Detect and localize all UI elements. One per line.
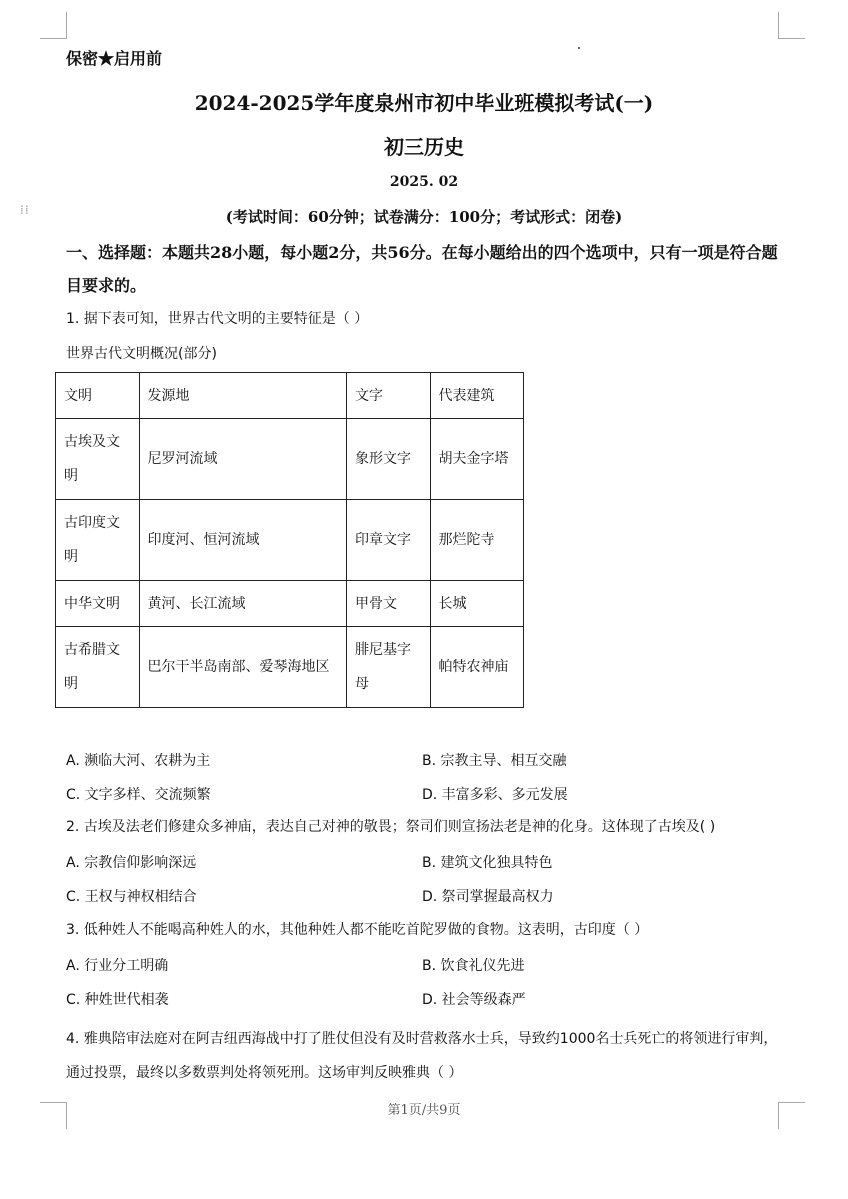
question-2-stem: 2. 古埃及法老们修建众多神庙，表达自己对神的敬畏；祭司们则宣扬法老是神的化身。这体现了古埃及( ): [66, 819, 716, 835]
table-header-cell: 发源地: [139, 373, 347, 419]
question-1-option-a[interactable]: A. 濒临大河、农耕为主: [66, 753, 211, 769]
crop-mark-top-right: [778, 12, 805, 39]
crop-mark-top-left: [40, 12, 67, 39]
question-2-option-c[interactable]: C. 王权与神权相结合: [66, 889, 197, 905]
table-cell: 中华文明: [56, 581, 140, 627]
section-heading: 一、选择题：本题共28小题，每小题2分，共56分。在每小题给出的四个选项中，只有一项是符合题目要求的。: [66, 243, 778, 295]
question-3-stem: 3. 低种姓人不能喝高种姓人的水，其他种姓人都不能吃首陀罗做的食物。这表明，古印度（ ）: [66, 922, 649, 938]
subject-title: 初三历史: [384, 135, 464, 159]
table-cell: 甲骨文: [347, 581, 431, 627]
question-4-stem: 4. 雅典陪审法庭对在阿吉纽西海战中打了胜仗但没有及时营救落水士兵，导致约1000名士兵死亡的将领进行审判，通过投票，最终以多数票判处将领死刑。这场审判反映雅典（ ）: [66, 1031, 778, 1081]
table-cell: 古希腊文明: [56, 627, 140, 708]
question-1-stem: 1. 据下表可知，世界古代文明的主要特征是（ ）: [66, 311, 369, 327]
exam-title: 2024-2025学年度泉州市初中毕业班模拟考试(一): [194, 91, 654, 115]
question-2-option-a[interactable]: A. 宗教信仰影响深远: [66, 855, 197, 871]
exam-info: (考试时间：60分钟；试卷满分：100分；考试形式：闭卷): [225, 208, 623, 226]
question-2-option-d[interactable]: D. 祭司掌握最高权力: [422, 889, 554, 905]
question-1-option-d[interactable]: D. 丰富多彩、多元发展: [422, 787, 568, 803]
table-cell: 长城: [430, 581, 523, 627]
table-cell: 那烂陀寺: [430, 500, 523, 581]
table-cell: 帕特农神庙: [430, 627, 523, 708]
table-header-row: [56, 373, 524, 419]
table-header-cell: 代表建筑: [430, 373, 523, 419]
question-3-option-a[interactable]: A. 行业分工明确: [66, 958, 169, 974]
question-3-option-d[interactable]: D. 社会等级森严: [422, 992, 526, 1008]
table-row: [56, 581, 524, 627]
table-cell: 象形文字: [347, 419, 431, 500]
table-cell: 古印度文明: [56, 500, 140, 581]
table-caption: 世界古代文明概况(部分): [66, 346, 217, 362]
table-row: [56, 500, 524, 581]
table-cell: 印章文字: [347, 500, 431, 581]
question-3-option-b[interactable]: B. 饮食礼仪先进: [422, 958, 525, 974]
table-header-cell: 文明: [56, 373, 140, 419]
table-cell: 黄河、长江流域: [139, 581, 347, 627]
table-header-cell: 文字: [347, 373, 431, 419]
civilization-table: [55, 372, 524, 708]
question-2-option-b[interactable]: B. 建筑文化独具特色: [422, 855, 553, 871]
table-cell: 尼罗河流域: [139, 419, 347, 500]
question-1-option-c[interactable]: C. 文字多样、交流频繁: [66, 787, 211, 803]
question-1-option-b[interactable]: B. 宗教主导、相互交融: [422, 753, 567, 769]
table-cell: 印度河、恒河流域: [139, 500, 347, 581]
drag-handle-icon[interactable]: ⁞⁞: [20, 203, 30, 217]
speck: [578, 47, 580, 49]
exam-date: 2025. 02: [389, 174, 459, 190]
page-number: 第1页/共9页: [387, 1103, 461, 1118]
table-cell: 古埃及文明: [56, 419, 140, 500]
table-cell: 腓尼基字母: [347, 627, 431, 708]
question-3-option-c[interactable]: C. 种姓世代相袭: [66, 992, 169, 1008]
confidential-label: 保密★启用前: [66, 49, 163, 68]
table-row: [56, 419, 524, 500]
table-row: [56, 627, 524, 708]
table-cell: 巴尔干半岛南部、爱琴海地区: [139, 627, 347, 708]
table-cell: 胡夫金字塔: [430, 419, 523, 500]
